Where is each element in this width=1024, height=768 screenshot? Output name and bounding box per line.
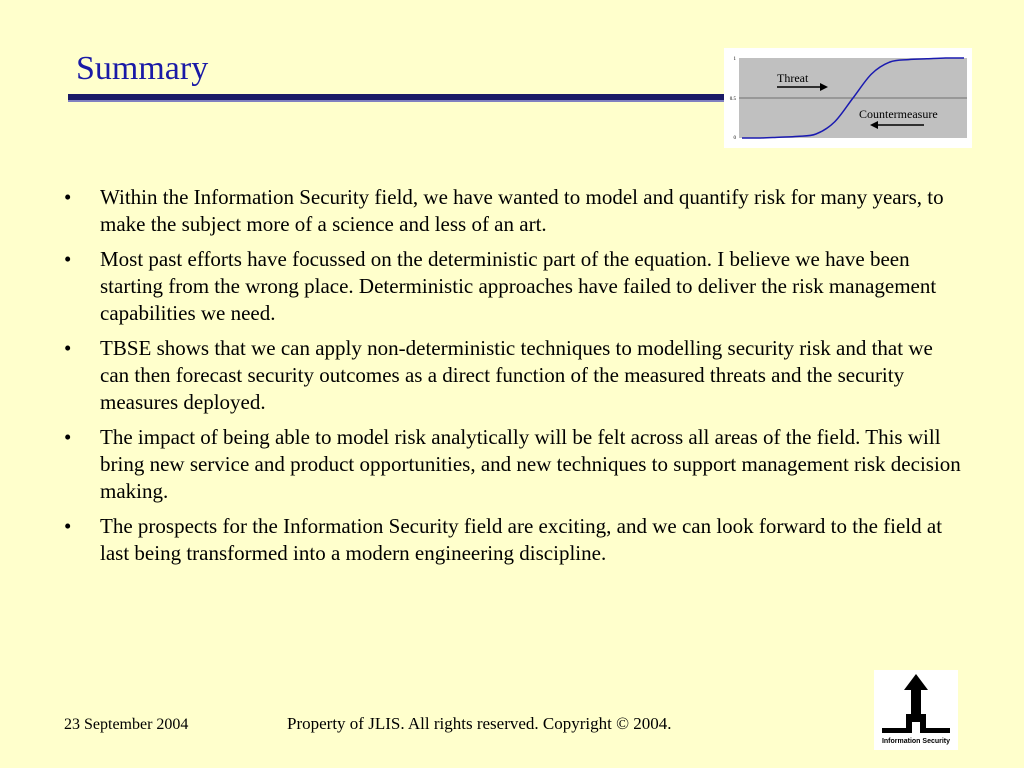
title-rule-shadow <box>68 100 724 102</box>
bullet-icon: • <box>64 514 72 538</box>
jl-logo-icon <box>874 670 958 750</box>
bullet-icon: • <box>64 185 72 209</box>
risk-curve-chart <box>724 48 972 148</box>
bullet-item <box>62 246 962 327</box>
bullet-item <box>62 513 962 567</box>
y-tick-label: 0.5 <box>729 97 736 102</box>
bullet-item <box>62 335 962 416</box>
bullet-icon: • <box>64 425 72 449</box>
bullet-icon: • <box>64 247 72 271</box>
chart-svg <box>724 48 972 148</box>
bullet-list <box>62 184 962 575</box>
bullet-icon: • <box>64 336 72 360</box>
logo-caption: Information Security <box>881 738 951 745</box>
threat-label: Threat <box>777 71 809 85</box>
bullet-item <box>62 424 962 505</box>
footer-date: 23 September 2004 <box>64 716 189 733</box>
y-tick-label: 1 <box>733 57 736 62</box>
bullet-item <box>62 184 962 238</box>
bullet-text: TBSE shows that we can apply non-deterministic techniques to modelling security risk and that we can then forecast security outcomes as a direct function of the measured threats and the security measures deployed. <box>100 336 933 414</box>
bullet-text: The prospects for the Information Security field are exciting, and we can look forward to the field at last being transformed into a modern engineering discipline. <box>100 514 943 565</box>
bullet-text: The impact of being able to model risk analytically will be felt across all areas of the field. This will bring new service and product opportunities, and new techniques to support management risk decision making. <box>100 425 961 503</box>
countermeasure-label: Countermeasure <box>859 107 938 121</box>
bullet-text: Most past efforts have focussed on the deterministic part of the equation. I believe we have been starting from the wrong place. Deterministic approaches have failed to deliver the risk management capabilities we need. <box>100 247 937 325</box>
y-tick-label: 0 <box>733 136 736 141</box>
bullet-text: Within the Information Security field, we have wanted to model and quantify risk for many years, to make the subject more of a science and less of an art. <box>100 185 944 236</box>
slide-title: Summary <box>76 50 209 87</box>
footer-copyright: Property of JLIS. All rights reserved. Copyright © 2004. <box>287 714 672 733</box>
logo-graphic <box>874 670 958 738</box>
